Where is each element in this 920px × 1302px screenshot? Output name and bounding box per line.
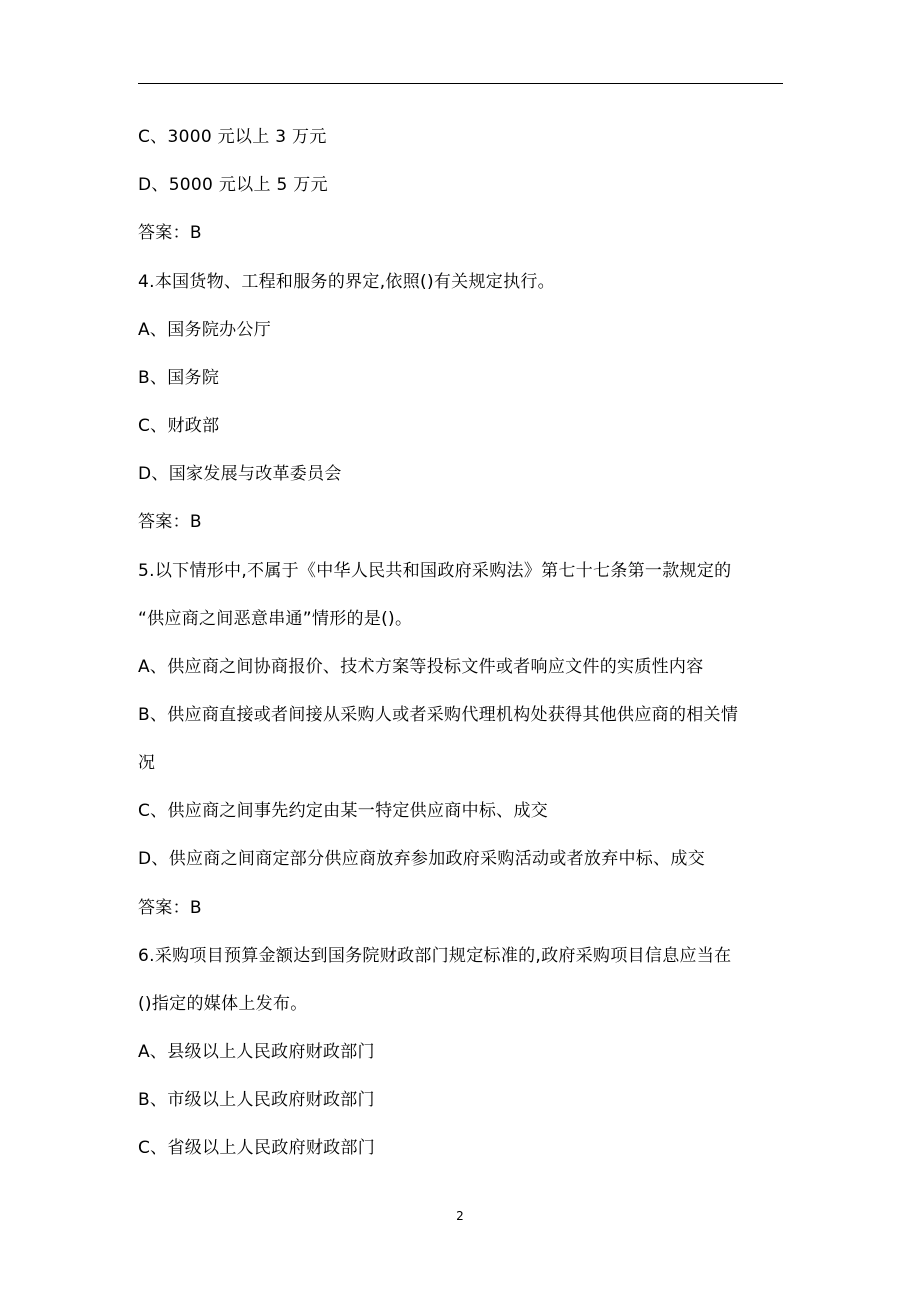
page-number: 2: [456, 1209, 464, 1223]
answer-line: 答案：B: [138, 898, 202, 918]
question-line: 6.采购项目预算金额达到国务院财政部门规定标准的,政府采购项目信息应当在: [138, 946, 732, 966]
option-line: 况: [138, 753, 156, 773]
option-line: D、供应商之间商定部分供应商放弃参加政府采购活动或者放弃中标、成交: [138, 849, 705, 869]
option-line: C、财政部: [138, 416, 220, 436]
option-line: D、5000 元以上 5 万元: [138, 175, 328, 195]
question-line: 4.本国货物、工程和服务的界定,依照()有关规定执行。: [138, 272, 555, 292]
option-line: C、省级以上人民政府财政部门: [138, 1138, 376, 1158]
question-line: 5.以下情形中,不属于《中华人民共和国政府采购法》第七十七条第一款规定的: [138, 561, 732, 581]
option-line: B、供应商直接或者间接从采购人或者采购代理机构处获得其他供应商的相关情: [138, 705, 739, 725]
option-line: C、供应商之间事先约定由某一特定供应商中标、成交: [138, 801, 549, 821]
answer-line: 答案：B: [138, 512, 202, 532]
option-line: A、供应商之间协商报价、技术方案等投标文件或者响应文件的实质性内容: [138, 657, 704, 677]
option-line: A、县级以上人民政府财政部门: [138, 1042, 375, 1062]
header-rule: [138, 83, 783, 84]
option-line: B、市级以上人民政府财政部门: [138, 1090, 375, 1110]
question-line: ()指定的媒体上发布。: [138, 994, 308, 1014]
option-line: B、国务院: [138, 368, 220, 388]
question-line: “供应商之间恶意串通”情形的是()。: [138, 609, 413, 629]
option-line: D、国家发展与改革委员会: [138, 464, 342, 484]
option-line: C、3000 元以上 3 万元: [138, 127, 327, 147]
option-line: A、国务院办公厅: [138, 320, 272, 340]
answer-line: 答案：B: [138, 223, 202, 243]
